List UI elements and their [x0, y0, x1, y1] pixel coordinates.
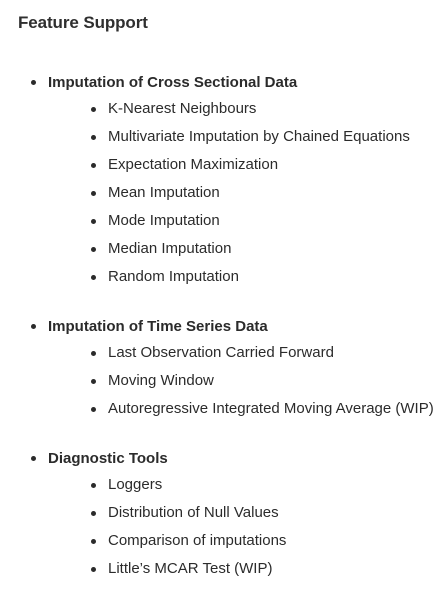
bullet-icon	[91, 135, 96, 140]
bullet-icon	[91, 567, 96, 572]
list-item-label: Mean Imputation	[108, 184, 220, 201]
list-item-label: Random Imputation	[108, 268, 239, 285]
bullet-icon	[91, 379, 96, 384]
list-item-label: Distribution of Null Values	[108, 504, 279, 521]
bullet-icon	[91, 219, 96, 224]
bullet-icon	[91, 511, 96, 516]
list-item-label: Moving Window	[108, 372, 214, 389]
list-item-label: Multivariate Imputation by Chained Equations	[108, 128, 410, 145]
list-item-label: Autoregressive Integrated Moving Average (WIP)	[108, 400, 434, 417]
bullet-icon	[91, 351, 96, 356]
list-item-label: Loggers	[108, 476, 163, 493]
list-item-label: Median Imputation	[108, 240, 232, 257]
bullet-icon	[91, 107, 96, 112]
list-item-label: Mode Imputation	[108, 212, 220, 229]
list-item-label: Expectation Maximization	[108, 156, 279, 173]
list-item-label: Little’s MCAR Test (WIP)	[108, 560, 273, 577]
bullet-icon	[91, 163, 96, 168]
list-item-label: Comparison of imputations	[108, 532, 287, 549]
list-item-label: Last Observation Carried Forward	[108, 344, 334, 361]
section-title: Imputation of Cross Sectional Data	[48, 74, 298, 91]
section-title: Diagnostic Tools	[48, 450, 168, 467]
bullet-icon	[91, 407, 96, 412]
page-title: Feature Support	[18, 13, 148, 32]
bullet-icon	[31, 456, 36, 461]
bullet-icon	[31, 324, 36, 329]
bullet-icon	[31, 80, 36, 85]
bullet-icon	[91, 539, 96, 544]
bullet-icon	[91, 483, 96, 488]
list-item-label: K-Nearest Neighbours	[108, 100, 257, 117]
section-title: Imputation of Time Series Data	[48, 318, 268, 335]
bullet-icon	[91, 275, 96, 280]
bullet-icon	[91, 191, 96, 196]
bullet-icon	[91, 247, 96, 252]
